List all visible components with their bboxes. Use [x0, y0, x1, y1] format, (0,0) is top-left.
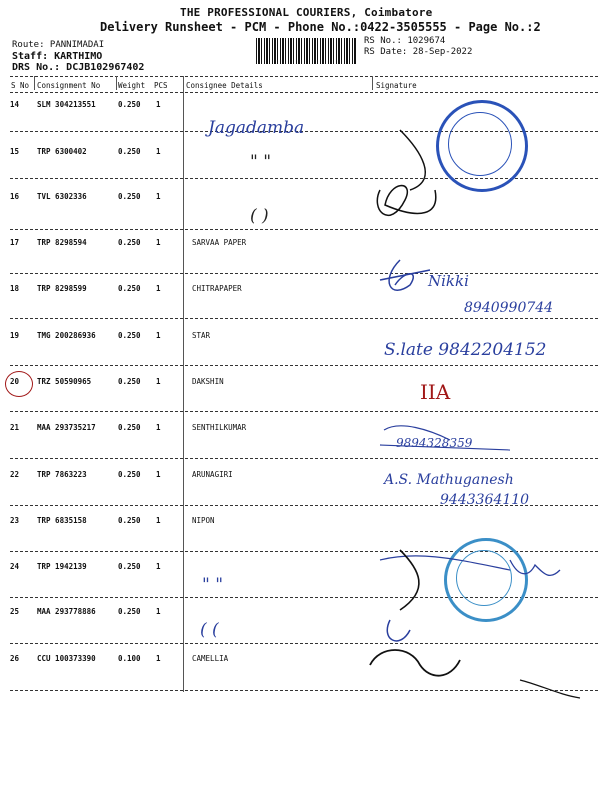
handwritten-ditto: " " — [250, 152, 272, 172]
rs-number: RS No.: 1029674 — [364, 36, 446, 46]
drs-number: DRS No.: DCJB102967402 — [12, 62, 145, 73]
row-weight: 0.250 — [118, 562, 141, 571]
row-sno: 18 — [10, 284, 20, 293]
col-signature: Signature — [376, 81, 417, 90]
handwritten-ditto: " " — [202, 575, 224, 595]
handwritten-mark: IIA — [420, 380, 451, 404]
row-pcs: 1 — [156, 147, 161, 156]
row-sno: 16 — [10, 192, 20, 201]
row-consignee: CAMELLIA — [192, 654, 229, 663]
col-pcs: PCS — [154, 81, 168, 90]
handwritten-phone: 9894328359 — [396, 436, 473, 450]
row-sno: 21 — [10, 423, 20, 432]
col-weight: Weight — [118, 81, 146, 90]
column-divider — [34, 76, 35, 90]
row-consignment: TRP 1942139 — [37, 562, 87, 571]
row-consignment: TVL 6302336 — [37, 192, 87, 201]
handwritten-consignee: Jagadamba — [208, 118, 305, 138]
row-consignee: STAR — [192, 331, 211, 340]
row-weight: 0.250 — [118, 423, 141, 432]
row-pcs: 1 — [156, 423, 161, 432]
row-consignee: CHITRAPAPER — [192, 284, 242, 293]
row-pcs: 1 — [156, 516, 161, 525]
handwritten-phone: 9443364110 — [440, 492, 530, 508]
row-consignment: TMG 200286936 — [37, 331, 96, 340]
company-title: THE PROFESSIONAL COURIERS, Coimbatore — [180, 6, 433, 19]
row-weight: 0.250 — [118, 284, 141, 293]
route-label: Route: PANNIMADAI — [12, 40, 105, 50]
row-weight: 0.250 — [118, 100, 141, 109]
table-header-rule — [10, 92, 598, 93]
staff-label: Staff: KARTHIMO — [12, 51, 103, 62]
row-consignment: TRP 8298599 — [37, 284, 87, 293]
row-pcs: 1 — [156, 377, 161, 386]
row-pcs: 1 — [156, 331, 161, 340]
row-sno: 19 — [10, 331, 20, 340]
row-sno: 23 — [10, 516, 20, 525]
row-sno: 15 — [10, 147, 20, 156]
row-pcs: 1 — [156, 284, 161, 293]
row-weight: 0.250 — [118, 470, 141, 479]
row-weight: 0.100 — [118, 654, 141, 663]
row-consignee: DAKSHIN — [192, 377, 224, 386]
col-consignment: Consignment No — [37, 81, 101, 90]
row-weight: 0.250 — [118, 147, 141, 156]
row-consignment: TRP 6835158 — [37, 516, 87, 525]
row-consignment: CCU 100373390 — [37, 654, 96, 663]
row-sno: 22 — [10, 470, 20, 479]
row-pcs: 1 — [156, 607, 161, 616]
row-pcs: 1 — [156, 654, 161, 663]
row-pcs: 1 — [156, 562, 161, 571]
row-weight: 0.250 — [118, 331, 141, 340]
col-consignee: Consignee Details — [186, 81, 263, 90]
handwritten-signature: S.late 9842204152 — [384, 340, 547, 360]
row-sno: 17 — [10, 238, 20, 247]
row-sno: 14 — [10, 100, 20, 109]
row-consignment: TRP 8298594 — [37, 238, 87, 247]
row-sno: 20 — [10, 377, 20, 386]
row-consignee: SARVAA PAPER — [192, 238, 247, 247]
rs-date: RS Date: 28-Sep-2022 — [364, 47, 473, 57]
row-consignment: MAA 293735217 — [37, 423, 96, 432]
column-divider — [116, 76, 117, 90]
row-consignment: TRZ 50590965 — [37, 377, 92, 386]
handwritten-ditto: ( ) — [250, 206, 269, 226]
red-circle-mark — [5, 371, 33, 397]
row-sno: 24 — [10, 562, 20, 571]
row-sno: 26 — [10, 654, 20, 663]
barcode — [256, 38, 356, 64]
handwritten-phone: 8940990744 — [464, 300, 554, 316]
row-weight: 0.250 — [118, 607, 141, 616]
table-top-rule — [10, 76, 598, 77]
handwritten-name: Nikki — [428, 272, 469, 290]
handwritten-name: A.S. Mathuganesh — [384, 472, 514, 488]
row-consignment: MAA 293778886 — [37, 607, 96, 616]
row-pcs: 1 — [156, 470, 161, 479]
row-weight: 0.250 — [118, 238, 141, 247]
row-sno: 25 — [10, 607, 20, 616]
col-sno: S No — [11, 81, 30, 90]
runsheet-subtitle: Delivery Runsheet - PCM - Phone No.:0422-3505555 - Page No.:2 — [100, 20, 541, 34]
row-pcs: 1 — [156, 192, 161, 201]
signature-scribbles — [360, 120, 600, 700]
row-consignment: TRP 7863223 — [37, 470, 87, 479]
row-weight: 0.250 — [118, 377, 141, 386]
row-consignee: ARUNAGIRI — [192, 470, 233, 479]
row-consignee: SENTHILKUMAR — [192, 423, 247, 432]
row-consignment: SLM 304213551 — [37, 100, 96, 109]
row-pcs: 1 — [156, 238, 161, 247]
row-consignee: NIPON — [192, 516, 215, 525]
row-weight: 0.250 — [118, 516, 141, 525]
row-weight: 0.250 — [118, 192, 141, 201]
row-pcs: 1 — [156, 100, 161, 109]
row-consignment: TRP 6300402 — [37, 147, 87, 156]
column-divider — [372, 76, 373, 90]
handwritten-ditto: ( ( — [200, 620, 219, 640]
